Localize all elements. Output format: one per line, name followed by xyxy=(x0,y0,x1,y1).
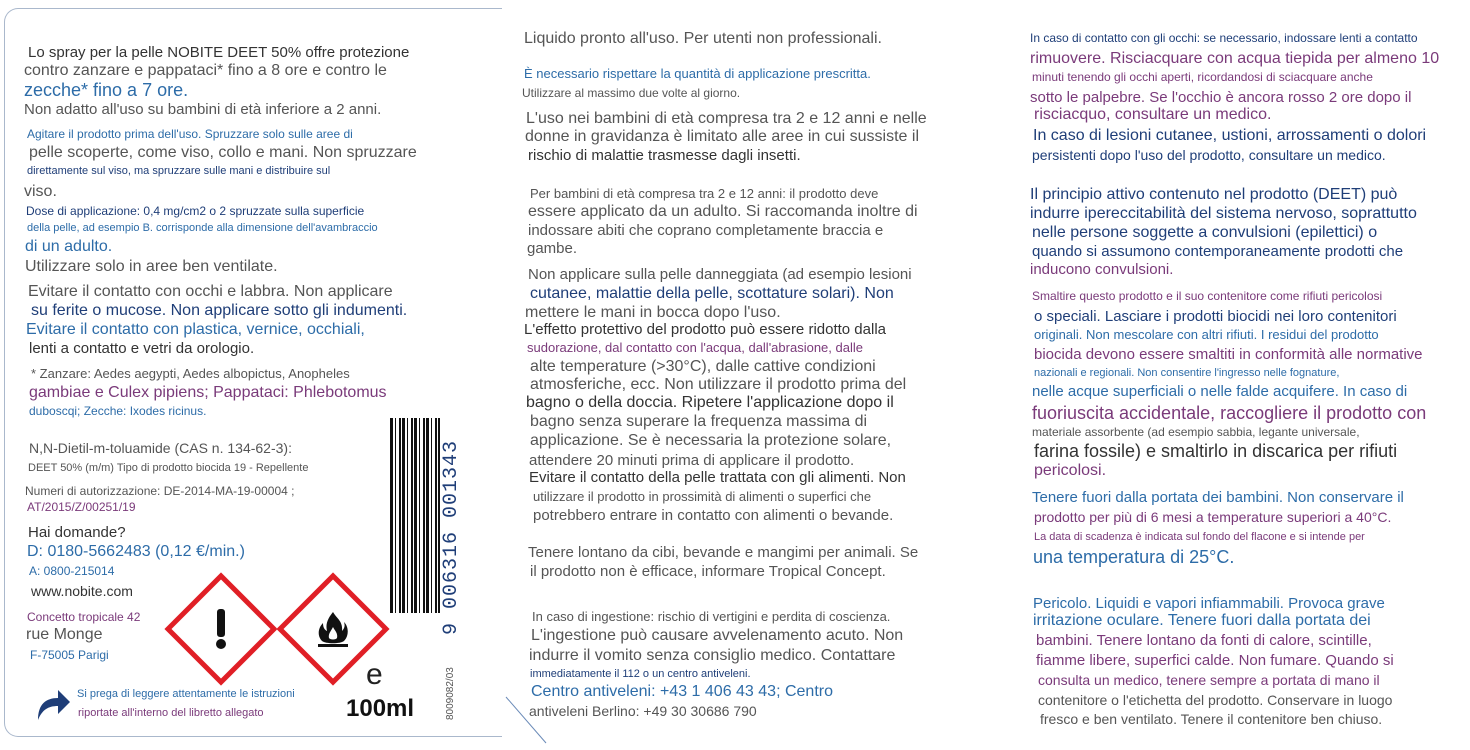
dose-line: Dose di applicazione: 0,4 mg/cm2 o 2 spruzzate sulla superficie xyxy=(26,204,365,218)
note-line: riportate all'interno del libretto allegato xyxy=(78,707,264,719)
address-line: Concetto tropicale 42 xyxy=(27,610,141,624)
cas-line: N,N-Dietil-m-toluamide (CAS n. 134-62-3): xyxy=(29,440,292,456)
small-code: 8009082/03 xyxy=(445,667,456,720)
skin-line: utilizzare il prodotto in prossimità di alimenti o superfici che xyxy=(533,489,872,504)
eye-line: sotto le palpebre. Se l'occhio è ancora rosso 2 ore dopo il xyxy=(1030,89,1412,106)
danger-line: contenitore o l'etichetta del prodotto. Conservare in luogo xyxy=(1038,692,1393,708)
danger-line: bambini. Tenere lontano da fonti di calore, scintille, xyxy=(1036,632,1372,649)
adult-line: gambe. xyxy=(527,240,578,257)
deet-line: DEET 50% (m/m) Tipo di prodotto biocida 19 - Repellente xyxy=(28,462,309,474)
intro-line: Non adatto all'uso su bambini di età inferiore a 2 anni. xyxy=(24,101,382,118)
adult-line: Per bambini di età compresa tra 2 e 12 anni: il prodotto deve xyxy=(530,186,879,201)
keep-line: Tenere fuori dalla portata dei bambini. Non conservare il xyxy=(1032,489,1404,506)
skin-line: sudorazione, dal contatto con l'acqua, dall'abrasione, dalle xyxy=(527,340,863,355)
shake-line: pelle scoperte, come viso, collo e mani. Non spruzzare xyxy=(29,144,417,161)
skin-line: mettere le mani in bocca dopo l'uso. xyxy=(525,304,781,321)
skin-line: bagno o della doccia. Ripetere l'applicazione dopo il xyxy=(526,394,894,411)
questions-heading: Hai domande? xyxy=(28,524,126,541)
intro-line: Lo spray per la pelle NOBITE DEET 50% offre protezione xyxy=(28,44,410,61)
barcode xyxy=(390,418,440,613)
danger-line: irritazione oculare. Tenere fuori dalla portata dei xyxy=(1033,612,1371,629)
disposal-line: fuoriuscita accidentale, raccogliere il prodotto con xyxy=(1032,403,1427,423)
barcode-digits: 9 006316 001343 xyxy=(440,439,463,635)
species-line: * Zanzare: Aedes aegypti, Aedes albopictus, Anopheles xyxy=(31,366,350,381)
skin-line: alte temperature (>30°C), dalle cattive condizioni xyxy=(530,358,876,375)
danger-line: fresco e ben ventilato. Tenere il contenitore ben chiuso. xyxy=(1040,711,1383,727)
skin-line: potrebbero entrare in contatto con alimenti o bevande. xyxy=(533,507,894,524)
shake-line: direttamente sul viso, ma spruzzare sulle mani e distribuire sul xyxy=(27,165,331,177)
disposal-line: Smaltire questo prodotto e il suo contenitore come rifiuti pericolosi xyxy=(1032,289,1383,303)
e-mark: e xyxy=(366,658,383,691)
child-line: donne in gravidanza è limitato alle aree in cui sussiste il xyxy=(525,128,919,145)
species-line: duboscqi; Zecche: Ixodes ricinus. xyxy=(29,404,207,418)
phone-germany[interactable]: D: 0180-5662483 (0,12 €/min.) xyxy=(27,543,245,560)
lesion-line: persistenti dopo l'uso del prodotto, consultare un medico. xyxy=(1032,147,1386,163)
disposal-line: biocida devono essere smaltiti in conformità alle normative xyxy=(1034,346,1423,363)
deet-warning-line: Il principio attivo contenuto nel prodotto (DEET) può xyxy=(1030,186,1398,203)
intro-line: zecche* fino a 7 ore. xyxy=(24,80,189,100)
disposal-line: originali. Non mescolare con altri rifiuti. I residui del prodotto xyxy=(1034,327,1379,342)
danger-line: Pericolo. Liquidi e vapori infiammabili. Provoca grave xyxy=(1033,595,1385,612)
ingestion-line: In caso di ingestione: rischio di vertigini e perdita di coscienza. xyxy=(532,609,891,624)
poison-center-line[interactable]: antiveleni Berlino: +49 30 30686 790 xyxy=(529,703,757,719)
skin-line: cutanee, malattie della pelle, scottature solari). Non xyxy=(530,285,894,302)
skin-line: attendere 20 minuti prima di applicare il prodotto. xyxy=(529,452,855,469)
disposal-line: nazionali e regionali. Non consentire l'ingresso nelle fognature, xyxy=(1034,367,1340,379)
ingestion-line: indurre il vomito senza consiglio medico. Contattare xyxy=(529,647,896,664)
shake-line: viso. xyxy=(24,183,57,200)
keep-line: una temperatura di 25°C. xyxy=(1033,547,1235,567)
disposal-line: materiale assorbente (ad esempio sabbia, legante universale, xyxy=(1032,425,1360,439)
ready-line: Liquido pronto all'uso. Per utenti non professionali. xyxy=(524,30,882,47)
qty-line: Utilizzare al massimo due volte al giorno. xyxy=(522,86,741,100)
website-link[interactable]: www.nobite.com xyxy=(31,583,133,599)
skin-line: Non applicare sulla pelle danneggiata (ad esempio lesioni xyxy=(528,266,912,283)
adult-line: essere applicato da un adulto. Si raccomanda inoltre di xyxy=(528,203,918,220)
dose-line: della pelle, ad esempio B. corrisponde alla dimensione dell'avambraccio xyxy=(27,222,378,234)
keep-line: La data di scadenza è indicata sul fondo del flacone e si intende per xyxy=(1034,531,1365,543)
auth-line: Numeri di autorizzazione: DE-2014-MA-19-00004 ; xyxy=(25,484,295,498)
poison-center-line[interactable]: Centro antiveleni: +43 1 406 43 43; Centro xyxy=(531,683,833,700)
auth-line: AT/2015/Z/00251/19 xyxy=(27,500,136,514)
food-line: Tenere lontano da cibi, bevande e mangimi per animali. Se xyxy=(528,544,919,561)
keep-line: prodotto per più di 6 mesi a temperature superiori a 40°C. xyxy=(1034,509,1392,525)
deet-warning-line: nelle persone soggette a convulsioni (epilettici) o xyxy=(1032,224,1378,241)
eye-line: In caso di contatto con gli occhi: se necessario, indossare lenti a contatto xyxy=(1030,31,1418,45)
eye-line: risciacquo, consultare un medico. xyxy=(1034,106,1272,123)
danger-line: fiamme libere, superfici calde. Non fumare. Quando si xyxy=(1036,652,1394,669)
address-line: rue Monge xyxy=(26,626,103,643)
food-line: il prodotto non è efficace, informare Tropical Concept. xyxy=(530,563,886,580)
address-line: F-75005 Parigi xyxy=(30,648,109,662)
disposal-line: nelle acque superficiali o nelle falde acquifere. In caso di xyxy=(1032,383,1408,400)
skin-line: applicazione. Se è necessaria la protezione solare, xyxy=(530,432,892,449)
shake-line: Agitare il prodotto prima dell'uso. Spruzzare solo sulle aree di xyxy=(27,127,353,141)
dose-line: di un adulto. xyxy=(25,238,113,255)
skin-line: Evitare il contatto della pelle trattata con gli alimenti. Non xyxy=(529,469,906,486)
species-line: gambiae e Culex pipiens; Pappataci: Phlebotomus xyxy=(29,384,387,401)
eye-line: minuti tenendo gli occhi aperti, ricordandosi di sciacquare anche xyxy=(1032,70,1373,84)
disposal-line: farina fossile) e smaltirlo in discarica per rifiuti xyxy=(1034,441,1398,461)
lesion-line: In caso di lesioni cutanee, ustioni, arrossamenti o dolori xyxy=(1033,127,1427,144)
deet-warning-line: indurre ipereccitabilità del sistema nervoso, soprattutto xyxy=(1030,205,1417,222)
skin-line: atmosferiche, ecc. Non utilizzare il prodotto prima del xyxy=(530,376,907,393)
phone-austria[interactable]: A: 0800-215014 xyxy=(29,564,115,578)
dose-line: Utilizzare solo in aree ben ventilate. xyxy=(25,258,278,275)
deet-warning-line: quando si assumono contemporaneamente prodotti che xyxy=(1032,243,1404,260)
deet-warning-line: inducono convulsioni. xyxy=(1030,261,1174,278)
ingestion-line: immediatamente il 112 o un centro antiveleni. xyxy=(530,668,751,680)
avoid-line: su ferite o mucose. Non applicare sotto gli indumenti. xyxy=(31,302,408,319)
avoid-line: Evitare il contatto con occhi e labbra. Non applicare xyxy=(28,283,393,300)
curved-arrow-icon xyxy=(32,684,72,724)
disposal-line: pericolosi. xyxy=(1034,462,1107,479)
disposal-line: o speciali. Lasciare i prodotti biocidi nei loro contenitori xyxy=(1034,308,1397,325)
fold-line xyxy=(504,695,548,745)
ingestion-line: L'ingestione può causare avvelenamento acuto. Non xyxy=(531,627,904,644)
note-line: Si prega di leggere attentamente le istruzioni xyxy=(77,688,295,700)
avoid-line: lenti a contatto e vetri da orologio. xyxy=(29,340,255,357)
skin-line: bagno senza superare la frequenza massima di xyxy=(530,413,868,430)
danger-line: consulta un medico, tenere sempre a portata di mano il xyxy=(1038,672,1380,688)
volume-label: 100ml xyxy=(346,695,415,722)
adult-line: indossare abiti che coprano completamente braccia e xyxy=(528,222,884,239)
eye-line: rimuovere. Risciacquare con acqua tiepida per almeno 10 xyxy=(1030,50,1440,67)
qty-line: È necessario rispettare la quantità di applicazione prescritta. xyxy=(524,66,871,81)
child-line: rischio di malattie trasmesse dagli insetti. xyxy=(528,147,801,164)
avoid-line: Evitare il contatto con plastica, vernice, occhiali, xyxy=(26,321,365,338)
intro-line: contro zanzare e pappataci* fino a 8 ore e contro le xyxy=(24,62,387,79)
child-line: L'uso nei bambini di età compresa tra 2 e 12 anni e nelle xyxy=(526,110,927,127)
skin-line: L'effetto protettivo del prodotto può essere ridotto dalla xyxy=(524,321,886,338)
